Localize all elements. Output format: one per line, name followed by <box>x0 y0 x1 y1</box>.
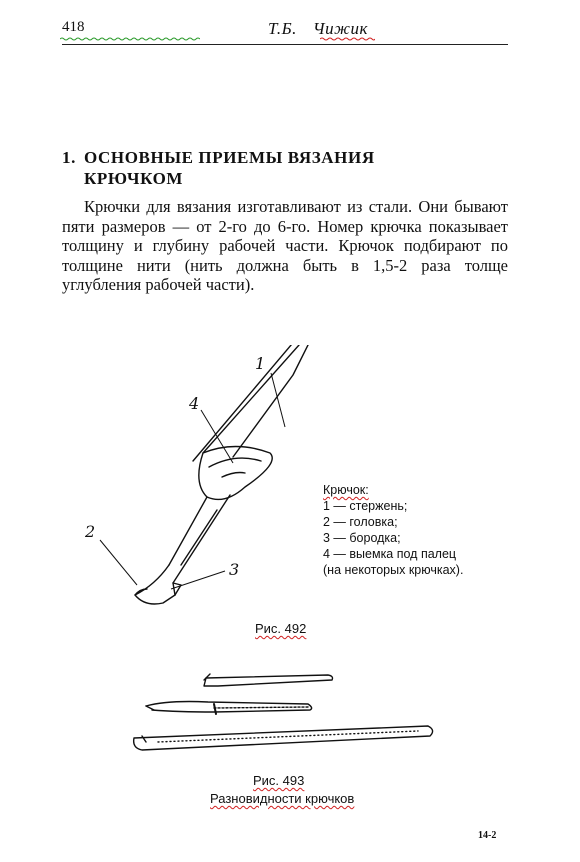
body-paragraph <box>62 197 508 295</box>
legend-item: (на некоторых крючках). <box>323 563 464 577</box>
spellcheck-underline <box>320 37 375 41</box>
running-head <box>268 19 368 39</box>
callout-2: 2 <box>85 522 96 541</box>
callout-4: 4 <box>189 394 200 413</box>
callout-3: 3 <box>229 560 240 579</box>
figure-legend <box>323 482 523 578</box>
legend-item: 2 — головка; <box>323 515 398 529</box>
figure-492-caption: Рис. 492 <box>255 621 307 636</box>
signature-mark: 14-2 <box>478 830 497 841</box>
figure-493-caption-text: Разновидности крючков <box>210 791 355 806</box>
paragraph-text: Крючки для вязания изготавливают из стали. Они бывают пяти размеров — от 2-го до 6-го. Номер крючка показывает толщину и глубину рабочей части. Крючок подбирают по толщине нити (нить должна быть в 1,5-2 раза толще углубления рабочей части). <box>62 197 508 294</box>
header-rule <box>62 44 508 45</box>
section-title-line1: ОСНОВНЫЕ ПРИЕМЫ ВЯЗАНИЯ <box>84 148 375 167</box>
legend-item: 4 — выемка под палец <box>323 547 457 561</box>
hook-varieties-illustration <box>128 670 440 758</box>
section-title-line2: КРЮЧКОМ <box>84 169 184 188</box>
figure-493-caption-number: Рис. 493 <box>253 773 305 788</box>
leader-line-1 <box>271 373 285 427</box>
leader-line-2 <box>100 540 137 585</box>
section-number: 1. <box>62 148 76 167</box>
section-title <box>62 147 502 189</box>
legend-item: 1 — стержень; <box>323 499 408 513</box>
page-number: 418 <box>62 19 85 35</box>
spellcheck-underline <box>60 37 200 41</box>
callout-1: 1 <box>255 354 266 373</box>
author-surname: Чижик <box>312 19 368 38</box>
legend-item: 3 — бородка; <box>323 531 401 545</box>
crochet-hook-diagram <box>85 345 315 620</box>
author-initials: Т.Б. <box>268 19 297 38</box>
legend-title: Крючок: <box>323 483 369 497</box>
